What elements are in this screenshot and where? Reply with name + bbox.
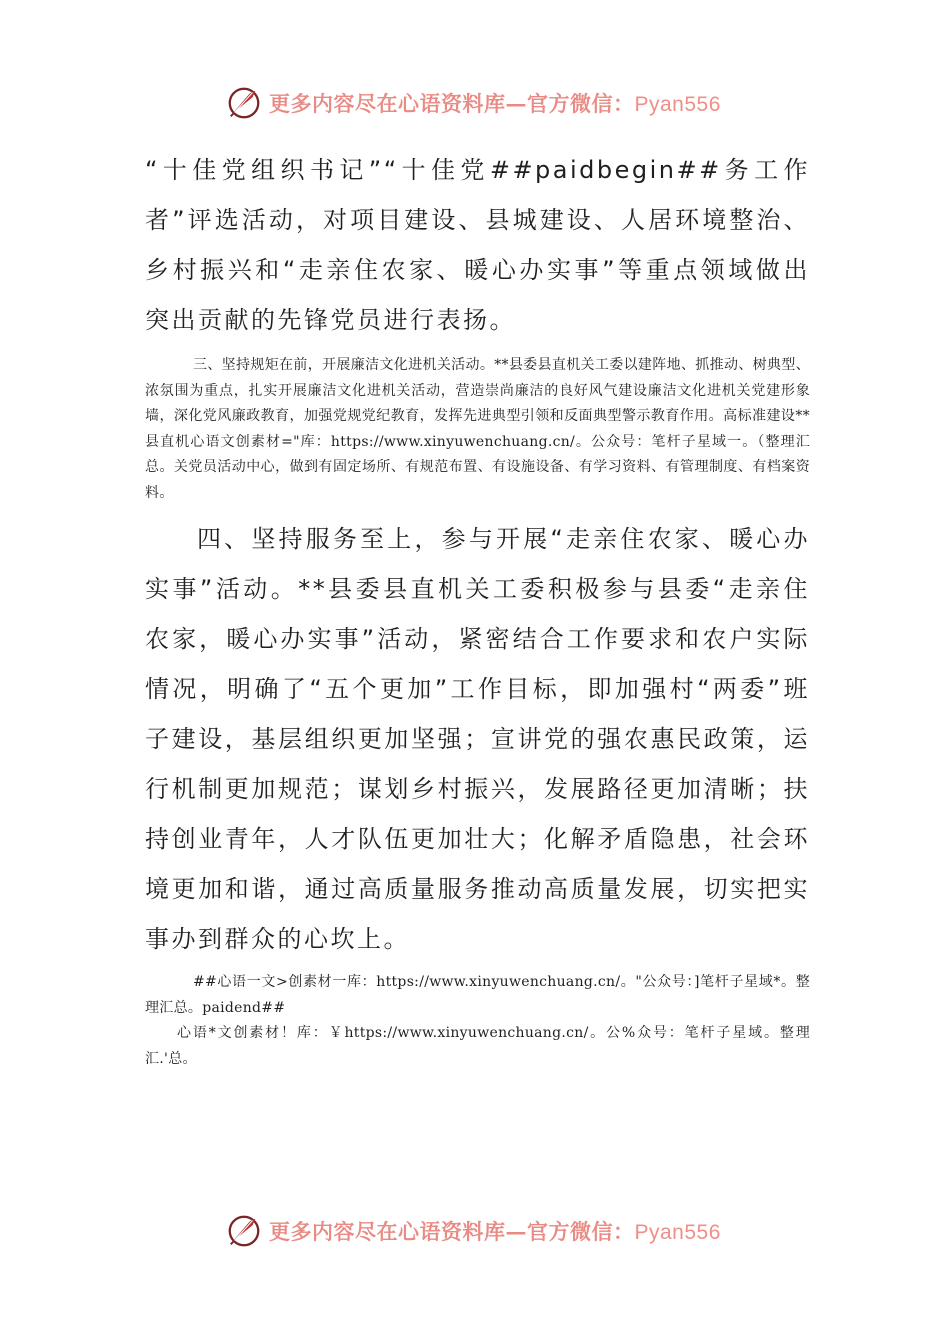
paragraph-watermark-2: 心语*文创素材！库：￥https://www.xinyuwenchuang.cn/。公%众号：笔杆子星域。整理汇.'总。 [145, 1025, 810, 1067]
header-banner-account: Pyan556 [634, 93, 721, 116]
paragraph-section-four: 四、坚持服务至上，参与开展“走亲住农家、暖心办实事”活动。**县委县直机关工委积极参与县委“走亲住农家，暖心办实事”活动，紧密结合工作要求和农户实际情况，明确了“五个更加”工作目标，即加强村“两委”班子建设，基层组织更加坚强；宣讲党的强农惠民政策，运行机制更加规范；谋划乡村振兴，发展路径更加清晰；扶持创业青年，人才队伍更加壮大；化解矛盾隐患，社会环境更加和谐，通过高质量服务推动高质量发展，切实把实事办到群众的心坎上。 [145, 525, 810, 953]
footer-banner-text: 更多内容尽在心语资料库—官方微信：Pyan556 [269, 1219, 721, 1244]
paragraph-section-three: 三、坚持规矩在前，开展廉洁文化进机关活动。**县委县直机关工委以建阵地、抓推动、树典型、浓氛围为重点，扎实开展廉洁文化进机关活动，营造崇尚廉洁的良好风气建设廉洁文化进机关党建形象墙，深化党风廉政教育，加强党规党纪教育，发挥先进典型引领和反面典型警示教育作用。高标准建设**县直机心语文创素材="库：https://www.xinyuwenchuang.cn/。公众号：笔杆子星域一。（整理汇总。关党员活动中心，做到有固定场所、有规范布置、有设施设备、有学习资料、有管理制度、有档案资料。 [145, 357, 810, 501]
header-banner-text: 更多内容尽在心语资料库—官方微信：Pyan556 [269, 91, 721, 116]
paragraph-awards: “十佳党组织书记”“十佳党##paidbegin##务工作者”评选活动，对项目建设、县城建设、人居环境整治、乡村振兴和“走亲住农家、暖心办实事”等重点领域做出突出贡献的先锋党员进行表扬。 [145, 156, 810, 334]
header-banner [225, 82, 745, 124]
quill-pen-logo-icon [225, 1212, 263, 1250]
footer-banner-account: Pyan556 [634, 1221, 721, 1244]
paragraph-watermark-1: ##心语一文>创素材一库：https://www.xinyuwenchuang.cn/。"公众号：]笔杆子星域*。整理汇总。paidend## [145, 974, 810, 1016]
document-body [145, 145, 810, 1072]
footer-banner [225, 1210, 745, 1252]
quill-pen-logo-icon [225, 84, 263, 122]
